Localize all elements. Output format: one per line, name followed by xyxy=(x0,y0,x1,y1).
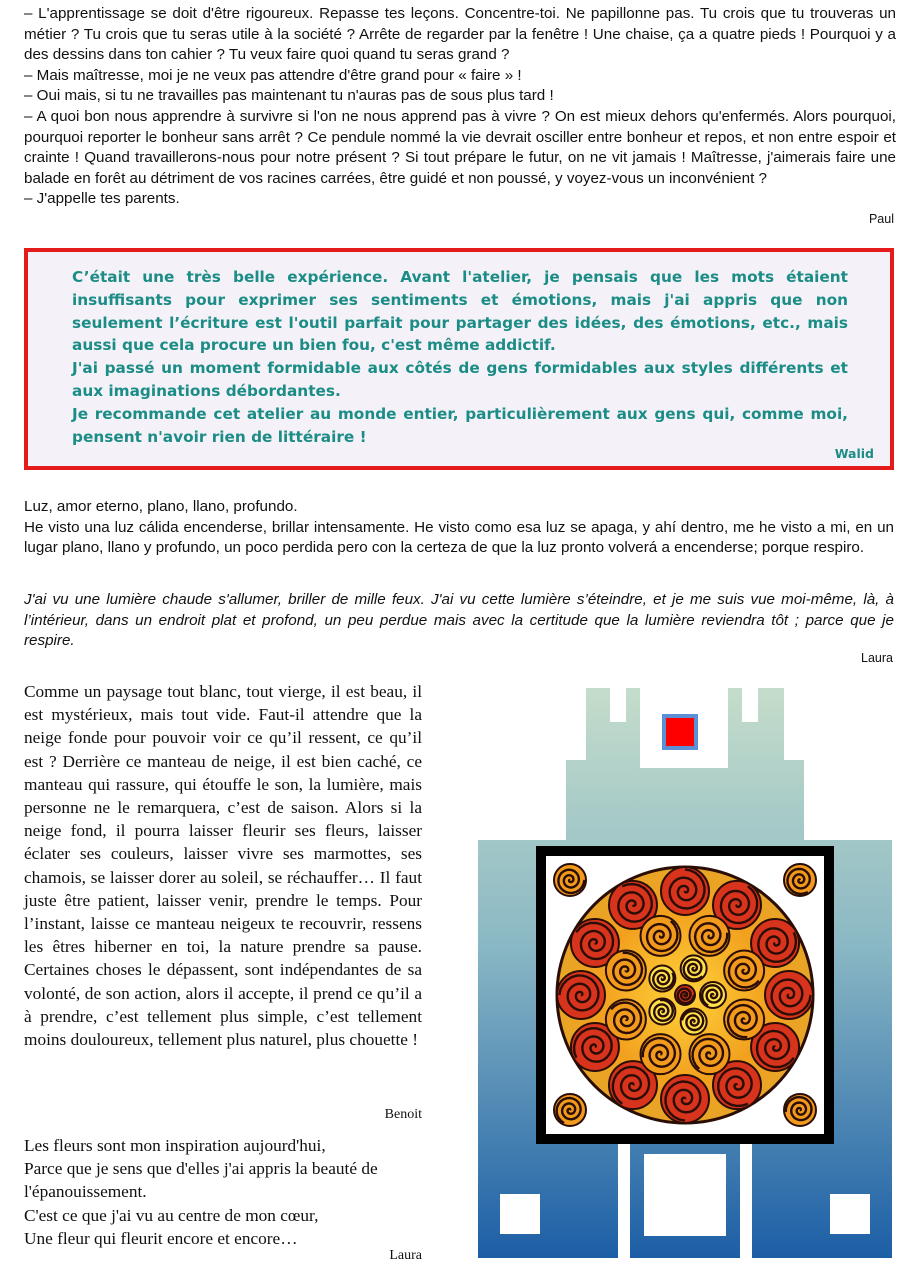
spiral-motif xyxy=(765,971,813,1019)
spiral-motif xyxy=(689,916,729,956)
walid-paragraph: Je recommande cet atelier au monde entier, particulièrement aux gens qui, comme moi, pensent n'avoir rien de littéraire ! xyxy=(72,404,848,446)
poem-line: Une fleur qui fleurit encore et encore… xyxy=(24,1228,298,1248)
spiral-motif xyxy=(649,966,675,992)
walid-testimonial-text xyxy=(72,266,848,448)
walid-testimonial-box xyxy=(24,248,894,470)
laura-poem xyxy=(24,1134,444,1250)
spiral-motif xyxy=(641,916,681,956)
spiral-motif xyxy=(784,1094,816,1126)
paul-paragraph: – Mais maîtresse, moi je ne veux pas attendre d'être grand pour « faire » ! xyxy=(24,66,522,84)
paul-paragraph: – L'apprentissage se doit d'être rigoureux. Repasse tes leçons. Concentre-toi. Ne papillonne pas. Tu crois que tu trouveras un métier ? Tu crois que tu seras utile à la société ? Arrête de regarder par la fenêtre ! Une chaise, ça a quatre pieds ! Pourquoi y a des dessins dans ton cahier ? Tu veux faire quoi quand tu seras grand ? xyxy=(24,5,896,64)
spiral-motif xyxy=(649,998,675,1024)
artwork-white-block xyxy=(740,1138,752,1258)
luz-french-translation: J'ai vu une lumière chaude s'allumer, briller de mille feux. J'ai vu cette lumière s’éteindre, et je me suis vue moi-même, là, à l’intérieur, dans un endroit plat et profond, un peu perdue mais avec la certitude que la lumière reviendra tôt ; parce que je respire. xyxy=(24,591,894,650)
spiral-motif xyxy=(554,1094,586,1126)
artwork-white-block xyxy=(804,688,892,840)
artwork-white-block xyxy=(644,1154,726,1236)
laura-poem-signature: Laura xyxy=(389,1248,422,1263)
artwork-white-block xyxy=(618,1138,630,1258)
walid-signature: Walid xyxy=(834,446,874,461)
benoit-text: Comme un paysage tout blanc, tout vierge, il est beau, il est mystérieux, mais tout vide. Faut-il attendre que la neige fonde pour pouvoir voir ce qu’il ressent, ce qu’il est ? Derrière ce manteau de neige, il est bien caché, ce manteau qui rassure, qui étouffe le son, la lumière, mais personne ne le remarquera, c’est de saison. Alors si la neige fond, il pourra laisser fleurir ses fleurs, laisser éclater ses couleurs, laisser vivre ses marmottes, ses chamois, se laisser dorer au soleil, se réchauffer… Il faut juste être patient, laisser venir, prendre le temps. Pour l’instant, laisse ce manteau neigeux te recouvrir, ressens les êtres hiberner en toi, la nature prendre sa pause. Certaines choses le dépassent, sont indépendantes de sa volonté, de son action, alors il accepte, il prend ce qu’il a à prendre, c’est tellement plus simple, c’est tellement moins douloureux, tellement plus naturel, plus chouette ! xyxy=(24,682,422,1050)
spiral-motif xyxy=(681,1009,707,1035)
spiral-motif xyxy=(724,951,764,991)
spiral-motif xyxy=(641,1034,681,1074)
artwork-white-block xyxy=(742,688,758,722)
spiral-motif xyxy=(689,1034,729,1074)
luz-spanish-block xyxy=(24,497,894,559)
walid-paragraph: C’était une très belle expérience. Avant l'atelier, je pensais que les mots étaient insuffisants pour exprimer ses sentiments et émotions, mais j'ai appris que non seulement l’écriture est l'outil parfait pour partager des idées, des émotions, etc., mais aussi que cela procure un bien fou, c'est même addictif. xyxy=(72,268,848,355)
paul-paragraph: – A quoi bon nous apprendre à survivre si l'on ne nous apprend pas à vivre ? On est mieux dehors qu'enfermés. Alors pourquoi, pourquoi reporter le bonheur sans arrêt ? Ce pendule nommé la vie devrait osciller entre bonheur et repos, et non entre espoir et crainte ! Quand travaillerons-nous pour notre présent ? Si tout prépare le futur, on ne vit jamais ! Maîtresse, j'aimerais faire une balade en forêt au détriment de vos racines carrées, être guidé et non poussé, y voyez-vous un inconvénient ? xyxy=(24,107,896,187)
paul-paragraph: – J'appelle tes parents. xyxy=(24,190,180,208)
poem-line: Parce que je sens que d'elles j'ai appris la beauté de l'épanouissement. xyxy=(24,1159,378,1202)
artwork-white-block xyxy=(610,688,626,722)
spiral-motif xyxy=(606,951,646,991)
spiral-motif xyxy=(784,864,816,896)
artwork-white-block xyxy=(830,1194,870,1234)
spiral-motif xyxy=(675,985,695,1005)
spiral-motif xyxy=(724,999,764,1039)
luz-spanish-title: Luz, amor eterno, plano, llano, profundo. xyxy=(24,498,298,515)
poem-line: C'est ce que j'ai vu au centre de mon cœur, xyxy=(24,1205,319,1225)
poem-line: Les fleurs sont mon inspiration aujourd'hui, xyxy=(24,1136,326,1155)
walid-paragraph: J'ai passé un moment formidable aux côtés de gens formidables aux styles différents et aux imaginations débordantes. xyxy=(72,359,848,400)
spiral-motif xyxy=(661,1075,709,1123)
luz-spanish-body: He visto una luz cálida encenderse, brillar intensamente. He visto como esa luz se apaga, y ahí dentro, me he visto a mi, en un lugar plano, llano y profundo, un poco perdida pero con la certeza de que la luz pronto volverá a encenderse; porque respiro. xyxy=(24,518,894,557)
spiral-motif xyxy=(681,955,707,981)
paul-text-block xyxy=(24,4,896,210)
spiral-motif xyxy=(557,971,605,1019)
laura-luz-signature: Laura xyxy=(861,651,893,665)
paul-signature: Paul xyxy=(868,212,894,226)
artwork-white-block xyxy=(500,1194,540,1234)
spiral-motif xyxy=(661,867,709,915)
spiral-motif xyxy=(554,864,586,896)
celtic-mandala-artwork xyxy=(478,688,892,1258)
artwork-red-square xyxy=(664,716,696,748)
spiral-motif xyxy=(606,999,646,1039)
spiral-motif xyxy=(700,982,726,1008)
benoit-signature: Benoit xyxy=(384,1107,422,1122)
artwork-white-block xyxy=(478,688,566,840)
paul-paragraph: – Oui mais, si tu ne travailles pas maintenant tu n'auras pas de sous plus tard ! xyxy=(24,87,554,105)
